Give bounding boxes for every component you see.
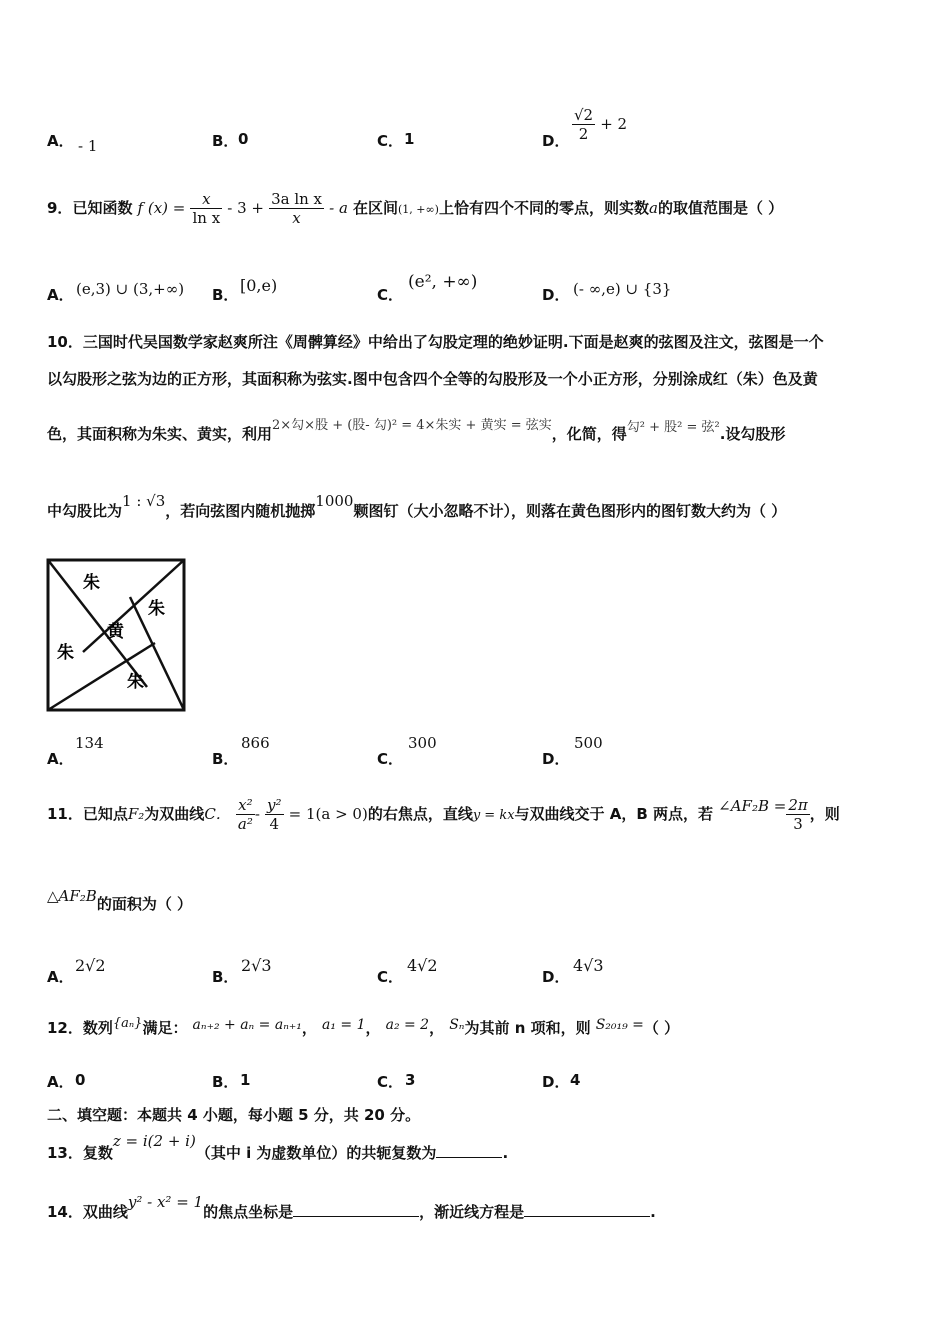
q11-fraction-2 [265, 796, 284, 833]
q12-comma-2: ， [365, 1019, 381, 1037]
q11-text-2: 为双曲线 [144, 805, 205, 823]
q9-text-2: 在区间 [352, 199, 398, 217]
q10-formula-2: 勾² + 股² = 弦² [626, 420, 720, 435]
q12-s2019: S₂₀₁₉ = [595, 1017, 644, 1033]
q12-seq: {aₙ} [112, 1016, 143, 1031]
q10-option-a-value: 134 [75, 734, 104, 752]
q11-text-4: 与双曲线交于 A，B 两点，若 [514, 805, 714, 823]
q12-text-3: 为其前 n 项和，则 [464, 1019, 591, 1037]
q11-option-a-label: A． [47, 968, 74, 986]
label-zhu-top: 朱 [83, 573, 100, 593]
q12-option-a-label: A． [47, 1073, 74, 1091]
q11-minus: - [254, 805, 260, 823]
q12-option-b-value: 1 [240, 1071, 251, 1089]
q14-end: . [650, 1203, 656, 1221]
q12-sn: Sₙ [449, 1017, 465, 1033]
q9-option-d-value: (- ∞,e) ∪ {3} [573, 280, 672, 298]
q11-angle: ∠AF₂B = [718, 797, 787, 815]
q14-text-3: ，渐近线方程是 [419, 1203, 525, 1221]
q11-fr2-num: y² [267, 796, 282, 814]
q10-ratio: 1 : √3 [122, 492, 166, 510]
q9-option-c-value: (e², +∞) [408, 272, 478, 292]
q8-option-a-label: A． [47, 132, 74, 150]
q11-option-d-label: D． [542, 968, 570, 986]
q12-option-d-value: 4 [570, 1071, 581, 1089]
q9-option-b-value: [0,e) [240, 276, 278, 295]
q9-f1-num: x [202, 190, 211, 208]
q11-angle-fraction [786, 796, 809, 833]
q11-eq: = 1(a > 0) [288, 805, 368, 823]
q8-option-b-label: B． [212, 132, 239, 150]
q11-option-c-label: C． [377, 968, 404, 986]
q9-number: 9． [47, 199, 73, 217]
q14-text-2: 的焦点坐标是 [203, 1203, 294, 1221]
q10-line-3 [47, 418, 786, 444]
q10-line-1: 10．三国时代吴国数学家赵爽所注《周髀算经》中给出了勾股定理的绝妙证明.下面是赵爽的弦图及注文，弦图是一个 [47, 333, 824, 351]
q11-text-3: 的右焦点，直线 [367, 805, 473, 823]
q10-line-4c: 颗图钉（大小忽略不计），则落在黄色图形内的图钉数大约为（ ） [353, 502, 787, 520]
q8-option-b-value: 0 [238, 130, 249, 148]
q9-text-1: 已知函数 [72, 199, 133, 217]
q12-text-1: 12．数列 [47, 1019, 113, 1037]
q9-option-a-value: (e,3) ∪ (3,+∞) [76, 280, 185, 298]
q13-answer-blank[interactable] [436, 1143, 502, 1158]
q10-line-3b: ，化简，得 [551, 425, 627, 443]
q9-interval: (1, +∞) [398, 203, 439, 216]
q12-option-b-label: B． [212, 1073, 239, 1091]
q10-count: 1000 [315, 492, 354, 510]
q11-fr2-den: 4 [265, 814, 284, 833]
q10-line-4a: 中勾股比为 [47, 502, 123, 520]
q11-option-c-value: 4√2 [407, 956, 438, 975]
q10-line-2: 以勾股形之弦为边的正方形，其面积称为弦实.图中包含四个全等的勾股形及一个小正方形，分别涂成红（朱）色及黄 [47, 370, 818, 388]
label-zhu-left: 朱 [57, 643, 74, 663]
q9-text-3: 上恰有四个不同的零点，则实数 [438, 199, 649, 217]
q8-option-c-value: 1 [404, 130, 415, 148]
q8-d-tail: + 2 [600, 115, 628, 133]
q9-option-c-label: C． [377, 286, 404, 304]
q9-f2-num: 3a ln x [271, 190, 323, 208]
q11-fr1-num: x² [238, 796, 253, 814]
q12-a1: a₁ = 1 [321, 1017, 366, 1033]
q14-text-1: 14．双曲线 [47, 1203, 128, 1221]
q11-stem [47, 796, 840, 833]
q8-option-a-value: - 1 [78, 137, 98, 155]
q12-text-4: （ ） [643, 1019, 680, 1037]
q11-line: y = kx [472, 808, 515, 823]
q9-tail: - a [329, 199, 348, 217]
q11-option-b-value: 2√3 [241, 956, 272, 975]
q12-comma-3: ， [429, 1019, 445, 1037]
q9-option-b-label: B． [212, 286, 239, 304]
q9-fraction-1 [190, 190, 222, 227]
q14-stem [47, 1193, 656, 1222]
label-huang-center: 黄 [107, 622, 124, 642]
xian-diagram [45, 557, 187, 715]
section-2-heading: 二、填空题：本题共 4 小题，每小题 5 分，共 20 分。 [47, 1106, 421, 1124]
q10-option-a-label: A． [47, 750, 74, 768]
q11-stem-2 [47, 887, 193, 914]
q8-option-d-label: D． [542, 132, 570, 150]
q9-f1-den: ln x [192, 209, 221, 227]
q10-formula-1: 2×勾×股 + (股- 勾)² = 4×朱实 + 黄实 = 弦实 [272, 418, 552, 433]
q9-f2-den: x [269, 208, 324, 227]
q10-option-d-label: D． [542, 750, 570, 768]
q10-line-3c: .设勾股形 [719, 425, 786, 443]
q9-fraction-2 [269, 190, 324, 227]
q8-option-c-label: C． [377, 132, 404, 150]
q8-d-den: 2 [572, 124, 595, 143]
label-zhu-right: 朱 [148, 599, 165, 619]
q11-fraction-1 [236, 796, 255, 833]
q12-a2: a₂ = 2 [385, 1017, 430, 1033]
q10-option-d-value: 500 [574, 734, 603, 752]
q9-var-a: a [648, 199, 658, 217]
q11-triangle: △AF₂B [47, 887, 97, 905]
q9-stem [47, 190, 783, 227]
q10-line-4b: ，若向弦图内随机抛掷 [165, 502, 316, 520]
q9-text-4: 的取值范围是（ ） [657, 199, 784, 217]
q11-text-1: 11．已知点 [47, 805, 128, 823]
q12-recurrence: aₙ₊₂ + aₙ = aₙ₊₁ [192, 1017, 302, 1033]
q13-end: . [502, 1144, 509, 1162]
q11-text-6: 的面积为（ ） [96, 895, 193, 913]
q9-fx: f (x) = [137, 199, 186, 217]
q12-option-a-value: 0 [75, 1071, 86, 1089]
q10-line-3a: 色，其面积称为朱实、黄实，利用 [47, 425, 273, 443]
q14-asymptote-blank[interactable] [524, 1202, 650, 1217]
q11-option-a-value: 2√2 [75, 956, 106, 975]
q9-option-d-label: D． [542, 286, 570, 304]
q10-option-c-value: 300 [408, 734, 437, 752]
q10-option-c-label: C． [377, 750, 404, 768]
q10-option-b-value: 866 [241, 734, 270, 752]
q11-f2: F₂ [127, 805, 145, 823]
q9-option-a-label: A． [47, 286, 74, 304]
q12-option-c-value: 3 [405, 1071, 416, 1089]
q13-expr: z = i(2 + i) [112, 1132, 196, 1150]
q11-option-b-label: B． [212, 968, 239, 986]
q12-option-d-label: D． [542, 1073, 570, 1091]
q12-text-2: 满足： [142, 1019, 188, 1037]
q12-stem [47, 1017, 679, 1038]
q12-option-c-label: C． [377, 1073, 404, 1091]
q11-fr1-den: a² [237, 815, 253, 833]
q8-d-num: √2 [574, 106, 594, 124]
q12-comma-1: ， [301, 1019, 317, 1037]
q8-option-d-value [572, 106, 627, 143]
q10-option-b-label: B． [212, 750, 239, 768]
q14-focus-blank[interactable] [293, 1202, 419, 1217]
label-zhu-bottom: 朱 [127, 672, 144, 692]
q13-text-2: （其中 i 为虚数单位）的共轭复数为 [195, 1144, 437, 1162]
q11-option-d-value: 4√3 [573, 956, 604, 975]
q13-text-1: 13．复数 [47, 1144, 113, 1162]
q10-line-4 [47, 492, 787, 521]
q11-text-5: ，则 [809, 805, 840, 823]
q11-c-label: C． [204, 805, 231, 823]
q14-expr: y² - x² = 1 [127, 1193, 204, 1211]
q8-d-fraction [572, 106, 595, 143]
q13-stem [47, 1132, 509, 1163]
q11-ang-num: 2π [788, 796, 808, 814]
q9-mid: - 3 + [227, 199, 264, 217]
q11-ang-den: 3 [786, 814, 809, 833]
